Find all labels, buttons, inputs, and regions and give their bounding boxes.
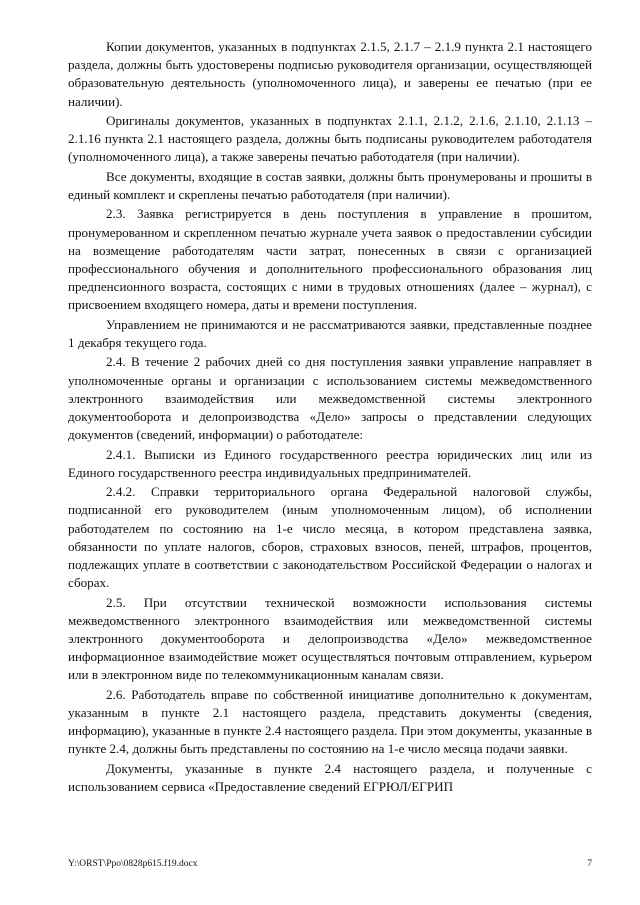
paragraph-2-5-no-technical: 2.5. При отсутствии технической возможности использования системы межведомственного электронного взаимодействия или межведомственной системы электронного документооборота и делопроизводства «Дело» межведомственное информационное взаимодействие может осуществляться почтовым отправлением, курьером или в электронном виде по телекоммуникационным каналам связи. — [68, 594, 592, 683]
paragraph-2-6-employer-right: 2.6. Работодатель вправе по собственной инициативе дополнительно к документам, указанным в пункте 2.1 настоящего раздела, представить документы (сведения, информацию), указанные в пункте 2.4 настоящего раздела. При этом документы, указанные в пункте 2.4, должны быть представлены по состоянию на 1-е число месяца подачи заявки. — [68, 686, 592, 757]
paragraph-2-3-registration: 2.3. Заявка регистрируется в день поступления в управление в прошитом, пронумерованном и скрепленном печатью журнале учета заявок о предоставлении субсидии на возмещение работодателям части затрат, понесенных в связи с организацией профессионального обучения и дополнительного профессионального образования лиц предпенсионного возраста, состоящих с ними в трудовых отношениях (далее – журнал), с присвоением входящего номера, даты и времени поступления. — [68, 206, 592, 313]
paragraph-numbering: Все документы, входящие в состав заявки, должны быть пронумерованы и прошиты в единый комплект и скреплены печатью работодателя (при наличии). — [68, 168, 592, 202]
paragraph-not-accepted: Управлением не принимаются и не рассматриваются заявки, представленные позднее 1 декабря текущего года. — [68, 316, 592, 350]
paragraph-documents-received: Документы, указанные в пункте 2.4 настоящего раздела, и полученные с использованием сервиса «Предоставление сведений ЕГРЮЛ/ЕГРИП — [68, 760, 592, 794]
paragraph-2-4-1-extracts: 2.4.1. Выписки из Единого государственного реестра юридических лиц или из Единого государственного реестра индивидуальных предпринимателей. — [68, 446, 592, 480]
paragraph-2-4-2-tax-certificate: 2.4.2. Справки территориального органа Федеральной налоговой службы, подписанной его руководителем (иным уполномоченным лицом), об исполнении работодателем по состоянию на 1-е число месяца, в котором представлена заявка, обязанности по уплате налогов, сборов, страховых взносов, пеней, штрафов, процентов, подлежащих уплате в соответствии с законодательством Российской Федерации о налогах и сборах. — [68, 484, 592, 591]
document-body — [68, 38, 592, 797]
paragraph-copies-certification: Копии документов, указанных в подпунктах 2.1.5, 2.1.7 – 2.1.9 пункта 2.1 настоящего раздела, должны быть удостоверены подписью руководителя организации, осуществляющей образовательную деятельность (уполномоченного лица), и заверены ее печатью (при ее наличии). — [68, 39, 592, 109]
page-number: 7 — [587, 859, 592, 869]
paragraph-2-4-requests: 2.4. В течение 2 рабочих дней со дня поступления заявки управление направляет в уполномоченные органы и организации с использованием системы межведомственного электронного взаимодействия или межведомственной системы электронного документооборота и делопроизводства «Дело» запросы о представлении следующих документов (сведений, информации) о работодателе: — [68, 354, 592, 443]
footer-file-path: Y:\ORST\Ppo\0828p615.f19.docx — [68, 859, 198, 869]
paragraph-originals-signing: Оригиналы документов, указанных в подпунктах 2.1.1, 2.1.2, 2.1.6, 2.1.10, 2.1.13 – 2.1.16 пункта 2.1 настоящего раздела, должны быть подписаны руководителем работодателя (уполномоченного лица), а также заверены печатью работодателя (при наличии). — [68, 113, 592, 165]
